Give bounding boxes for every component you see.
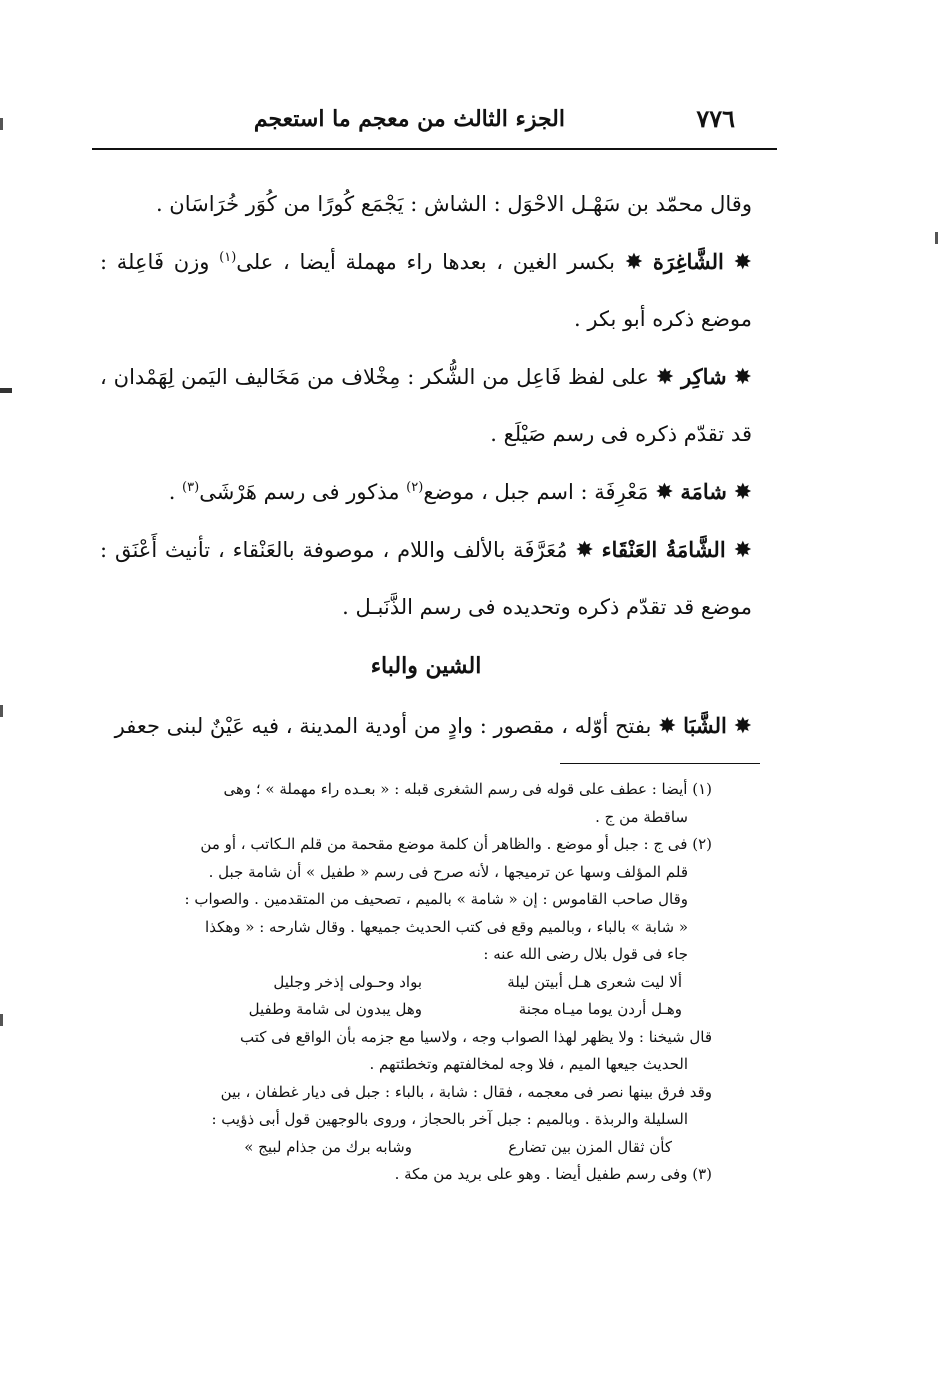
- entry-headword: شامَة: [680, 479, 727, 504]
- verse-hemistich: وشابه برك من جذام لبيج »: [244, 1137, 412, 1156]
- section-heading: الشين والباء: [370, 653, 482, 679]
- page-number: ٧٧٦: [696, 104, 735, 133]
- verse-hemistich: وهل يبدون لى شامة وطفيل: [248, 1000, 422, 1018]
- footnote-line: وقد فرق بينها نصر فى معجمه ، فقال : شابة ، بالباء : جبل فى ديار غطفان ، بين: [220, 1082, 712, 1101]
- footnote-line: قال شيخنا : ولا يظهر لهذا الصواب وجه ، ولاسيا مع جزمه بأن الواقع فى كتب: [239, 1027, 712, 1046]
- footnote-line: (١) أيضا : عطف على قوله فى رسم الشغرى قبله : « بعـده راء مهملة » ؛ وهى: [223, 780, 712, 798]
- footnote-line: قلم المؤلف وسها عن ترميجها ، لأنه صرح فى رسم « طفيل » أن شامة جبل .: [208, 862, 688, 881]
- star-ornament-icon: ✸: [733, 538, 752, 563]
- scan-margin-tick: [0, 118, 3, 130]
- entry-paragraph: ✸ شاكِر ✸ على لفظ فَاعِل من الشُّكر : مِخْلاف من مَخَاليف اليَمن لِهَمْدان ، قد تقدّم ذكره فى رسم صَيْلَع .: [100, 364, 752, 446]
- star-ornament-icon: ✸: [733, 365, 752, 390]
- footnote-line: جاء فى قول بلال رضى الله عنه :: [483, 945, 688, 963]
- entry-paragraph: ✸ الشَّاغِرَة ✸ بكسر الغين ، بعدها راء مهملة أيضا ، على$^{(١)}$ وزن فَاعِلة : موضع ذكره أبو بكر .: [100, 249, 752, 331]
- footnotes: [100, 776, 712, 1189]
- star-ornament-icon: ✸: [655, 365, 675, 390]
- entry-headword: الشَّبَا: [683, 713, 727, 738]
- entry-paragraph: ✸ الشَّامَةُ العَنْقَاء ✸ مُعَرَّفَة بالألف واللام ، موصوفة بالعَنْقاء ، تأنيث أَعْنَق : موضع قد تقدّم ذكره وتحديده فى رسم الذَّنَبـل .: [100, 537, 752, 619]
- star-ornament-icon: ✸: [733, 714, 752, 739]
- footnote-rule: [560, 763, 760, 764]
- entry-headword: الشَّاغِرَة: [652, 249, 724, 274]
- footnote-line: « شابة » بالباء ، وبالميم وقع فى كتب الحديث جميعها . وقال شارحه : « وهكذا: [205, 917, 688, 936]
- verse-hemistich: وهـل أردن يوما ميـاه مجنة: [518, 1000, 682, 1018]
- star-ornament-icon: ✸: [658, 714, 677, 739]
- verse-hemistich: كأن ثقال المزن بين تضارع: [508, 1137, 672, 1156]
- scan-margin-tick: [0, 705, 3, 717]
- footnote-line: ساقطة من ج .: [595, 807, 688, 826]
- page-header: [92, 104, 777, 144]
- star-ornament-icon: ✸: [655, 480, 674, 505]
- main-text: [100, 176, 752, 755]
- verse-hemistich: ألا ليت شعرى هـل أبيتن ليلة: [507, 972, 682, 991]
- verse-hemistich: بواد وحـولى إذخر وجليل: [273, 972, 422, 991]
- entry-headword: الشَّامَةُ العَنْقَاء: [601, 537, 726, 562]
- footnote-line: (٢) فى ج : جبل أو موضع . والظاهر أن كلمة موضع مقحمة من قلم الـكاتب ، أو من: [200, 835, 712, 853]
- verse-line: [100, 996, 712, 1024]
- footnote-line: (٣) وفى رسم طفيل أيضا . وهو على بريد من مكة .: [394, 1165, 712, 1183]
- star-ornament-icon: ✸: [733, 480, 752, 505]
- footnote-ref: (١): [219, 250, 237, 265]
- footnote-line: الحديث جيعها الميم ، فلا وجه لمخالفتهم وتخطئتهم .: [369, 1055, 688, 1073]
- star-ornament-icon: ✸: [575, 538, 594, 563]
- scan-margin-tick: [0, 1014, 3, 1026]
- header-rule: [92, 148, 777, 150]
- entry-paragraph: ✸ الشَّبَا ✸ بفتح أوّله ، مقصور : وادٍ من أودية المدينة ، فيه عَيْنٌ لبنى جعفر: [114, 713, 752, 739]
- star-ornament-icon: ✸: [733, 250, 752, 275]
- scan-margin-mark: [0, 388, 12, 393]
- footnote-ref: (٣): [182, 480, 200, 495]
- verse-line: [100, 1134, 712, 1162]
- footnote-ref: (٢): [406, 480, 424, 495]
- footnote-line: وقال صاحب القاموس : إن « شامة » بالميم ، تصحيف من المتقدمين . والصواب :: [184, 890, 688, 908]
- running-title: الجزء الثالث من معجم ما استعجم: [253, 106, 565, 132]
- entry-headword: شاكِر: [681, 364, 727, 389]
- verse-line: [100, 969, 712, 997]
- star-ornament-icon: ✸: [624, 250, 644, 275]
- footnote-line: السليلة والربذة . وبالميم : جبل آخر بالحجاز ، وروى بالوجهين قول أبى ذؤيب :: [211, 1110, 688, 1128]
- entry-paragraph: وقال محمّد بن سَهْـل الاحْوَل : الشاش : يَجْمَع كُورًا من كُوَر خُرَاسَان .: [155, 192, 752, 216]
- entry-paragraph: ✸ شامَة ✸ مَعْرِفَة : اسم جبل ، موضع$^{(٢)}$ مذكور فى رسم هَرْشَى$^{(٣)}$ .: [168, 479, 752, 505]
